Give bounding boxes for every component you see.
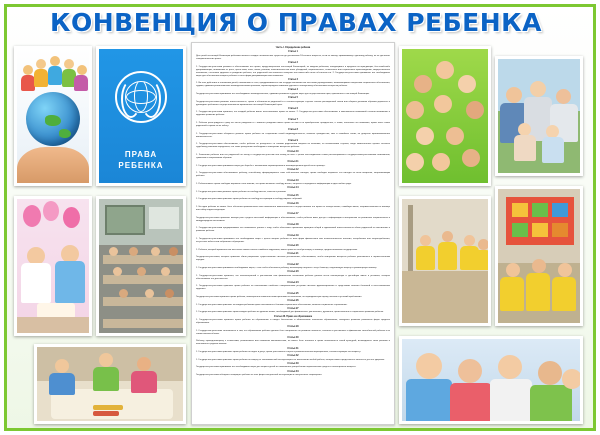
article-text: 1. Государства-участники принимают меры для борьбы с незаконным перемещением и невозвращением детей из-за границы.: [196, 164, 326, 167]
article-text: 1. Ребенок регистрируется сразу же после рождения и с момента рождения имеет право на имя и на приобретение гражданства, а также, насколько это возможно, право знать своих родителей и право на их заботу.: [196, 121, 390, 127]
article-text: 1. Государства-участники признают право ребенка на отдых и досуг, право участвовать в играх и развлекательных мероприятиях, соответствующих его возрасту.: [196, 351, 361, 354]
article-text: 1. Государства-участники обеспечивают ребенку, способному сформулировать свои собственные взгляды, право свободно выражать эти взгляды по всем вопросам, затрагивающим ребенка.: [196, 172, 390, 178]
page-title: КОНВЕНЦИЯ О ПРАВАХ РЕБЕНКА: [50, 8, 542, 37]
article-heading: Статья 31: [287, 347, 299, 350]
article-text: Государства-участники уважают ответственность, права и обязанности родителей и в соответствующих случаях членов расширенной семьи или общины должным образом управлять и руководить ребенком в осуществлении им признанных настоящей Конвенцией прав.: [196, 100, 390, 106]
article-text: 1. Государства-участники принимают необходимые меры, с тем чтобы обеспечить ребенку, желающему получить статус беженца, надлежащую защиту и гуманитарную помощь.: [196, 267, 377, 270]
article-heading: Статья 26: [287, 300, 299, 303]
article-text: Государства-участники обязуются защищать ребенка от всех форм сексуальной эксплуатации и сексуального совращения.: [196, 374, 323, 377]
article-text: 1. Государства-участники признают за каждым ребенком право пользоваться благами социального обеспечения, включая социальное страхование.: [196, 303, 348, 306]
unicef-emblem-card: [96, 46, 186, 186]
article-heading: Статья 5: [288, 97, 298, 100]
article-heading: Статья 10: [287, 150, 299, 153]
convention-articles: [196, 51, 390, 377]
article-heading: Статья 3: [288, 78, 298, 81]
article-heading: Статья 34: [287, 370, 299, 373]
photo-family-portrait-outdoors: [495, 56, 583, 176]
article-heading: Статья 15: [287, 194, 299, 197]
article-heading: Статья 6: [288, 107, 298, 110]
article-heading: Статья 29: [287, 326, 299, 329]
photo-kids-on-globe-in-hands: [14, 46, 92, 186]
article-heading: Статья 32: [287, 355, 299, 358]
article-text: Государства-участники принимают все необходимые меры для защиты детей от незаконного употребления наркотических средств и психотропных веществ.: [196, 366, 357, 369]
article-heading: Статья 4: [288, 89, 298, 92]
article-heading: Статья 30: [287, 336, 299, 339]
article-text: 1. Государства-участники принимают все необходимые меры с целью защиты ребенка от всех форм физического или психологического насилия, оскорбления или злоупотребления, отсутствия заботы или небрежного обращения.: [196, 238, 390, 244]
article-text: 1. Государства-участники уважают и обеспечивают все права, предусмотренные настоящей Конвенцией, за каждым ребенком, находящимся в пределах их юрисдикции, без какой-либо дискриминации, независимо от расы, цвета кожи, пола, языка, религии, политических или иных убеждений, национального, этнического или социального происхождения, имущественного положения, состояния здоровья и рождения ребенка, его родителей или законных опекунов или каких-либо иных обстоятельств. 2. Государства-участники принимают все необходимые меры для обеспечения защиты ребенка от всех форм дискриминации или наказания.: [196, 65, 390, 77]
article-heading: Статья 2: [288, 62, 298, 65]
article-text: Государства-участники признают право ребенка, помещенного компетентными органами на попечение, на периодическую оценку лечения и условий пребывания.: [196, 296, 362, 299]
article-text: 1. Государства-участники признают, что каждый ребенок имеет неотъемлемое право на жизнь. 2. Государства-участники обеспечивают в максимально возможной степени выживание и здоровое развитие ребенка.: [196, 111, 390, 117]
article-heading: Статья 21: [287, 252, 299, 255]
photo-children-in-gym-yellow-shirts: [399, 196, 491, 326]
article-text: 1. Ни один ребенок не может быть объектом произвольного или незаконного вмешательства в осуществление его права на личную жизнь, семейную жизнь, неприкосновенность жилища или тайну корреспонденции.: [196, 206, 390, 212]
article-heading: Статья 18: [287, 223, 299, 226]
photo-children-craft-activity: [495, 186, 583, 326]
article-text: Государства-участники признают важную роль средств массовой информации и обеспечивают, чтобы ребенок имел доступ к информации и материалам из различных национальных и международных источников.: [196, 216, 390, 222]
convention-part-heading: Часть I. Определение ребенка: [275, 47, 311, 50]
emblem-card-label: ПРАВА РЕБЕНКА: [118, 150, 164, 170]
article-text: 1. Государства-участники признают право ребенка на образование и вводят бесплатное и обязательное начальное образование, поощряют развитие различных форм среднего образования.: [196, 319, 390, 325]
article-text: 1. Государства-участники соглашаются в том, что образование ребенка должно быть направлено на развитие личности, талантов и умственных и физических способностей ребенка в их самом полном объеме.: [196, 329, 390, 335]
article-heading: Статья 33: [287, 362, 299, 365]
article-heading: Статья 20: [287, 245, 299, 248]
article-text: 1. Государства-участники признают, что неполноценный в умственном или физическом отношении ребенок должен вести полноценную и достойную жизнь в условиях, которые обеспечивают его достоинство.: [196, 274, 390, 280]
convention-text-column: [191, 42, 395, 425]
article-text: 1. Заявления ребенка или его родителей на въезд в государство-участник или выезд из него с целью воссоединения семьи рассматриваются государствами-участниками позитивным, гуманным и оперативным образом.: [196, 154, 390, 159]
article-text: 1. Государства-участники признают право каждого ребенка на уровень жизни, необходимый для физического, умственного, духовного, нравственного и социального развития ребенка.: [196, 311, 384, 314]
article-heading: Статья 28. Право на образование: [273, 315, 313, 318]
article-heading: Статья 8: [288, 129, 298, 132]
article-heading: Статья 9: [288, 139, 298, 142]
article-text: Государства-участники принимают все необходимые законодательные, административные и другие меры для осуществления прав, признанных в настоящей Конвенции.: [196, 92, 370, 95]
article-heading: Статья 13: [287, 179, 299, 182]
article-text: Для целей настоящей Конвенции ребенком является каждое человеческое существо до достижения 18-летнего возраста, если по закону, применимому к данному ребенку, он не достигает совершеннолетия ранее.: [196, 54, 390, 60]
article-heading: Статья 27: [287, 307, 299, 310]
photo-children-circle-top-view: [399, 46, 491, 186]
article-heading: Статья 25: [287, 292, 299, 295]
article-text: Государства-участники, которые признают и/или разрешают существование системы усыновления, обеспечивают, чтобы наилучшие интересы ребенка учитывались в первостепенном порядке.: [196, 256, 390, 262]
article-heading: Статья 11: [287, 161, 299, 164]
photo-children-drawing-at-table: [34, 344, 186, 424]
photo-classroom-pupils-at-desks: [96, 196, 186, 336]
article-heading: Статья 7: [288, 118, 298, 121]
article-heading: Статья 16: [287, 202, 299, 205]
article-heading: Статья 1: [288, 51, 298, 54]
article-heading: Статья 17: [287, 213, 299, 216]
photo-group-of-smiling-children: [399, 336, 583, 424]
article-text: 1. Ребенок, который временно или постоянно лишен своего семейного окружения, имеет право на особую защиту и помощь, предоставляемые государством.: [196, 248, 358, 251]
article-heading: Статья 14: [287, 187, 299, 190]
article-text: 1. Государства-участники обеспечивают, чтобы ребенок не разлучался со своими родителями вопреки их желанию, за исключением случаев, когда компетентные органы согласно судебному решению определяют, что такое разлучение необходимо в наилучших интересах ребенка.: [196, 143, 390, 149]
article-heading: Статья 22: [287, 263, 299, 266]
article-text: 1. Ребенок имеет право свободно выражать свое мнение; это право включает свободу искать, получать и передавать информацию и идеи любого рода.: [196, 183, 352, 186]
article-text: 1. Государства-участники обязуются уважать право ребенка на сохранение своей индивидуальности, включая гражданство, имя и семейные связи, не допуская противозаконного вмешательства.: [196, 132, 390, 138]
article-text: 1. Во всех действиях в отношении детей, независимо от того, предпринимаются они государственными или частными учреждениями, занимающимися вопросами социального обеспечения, судами, административными или законодательными органами, первоочередное внимание уделяется наилучшему обеспечению интересов ребенка.: [196, 82, 390, 88]
article-text: 1. Государства-участники предпринимают все возможные усилия к тому, чтобы обеспечить признание принципа общей и одинаковой ответственности обоих родителей за воспитание и развитие ребенка.: [196, 227, 390, 233]
article-heading: Статья 19: [287, 234, 299, 237]
article-heading: Статья 12: [287, 168, 299, 171]
article-text: 1. Государства-участники признают право ребенка на пользование наиболее совершенными услугами системы здравоохранения и средствами лечения болезней и восстановления здоровья.: [196, 285, 390, 291]
photo-girls-with-balloons-cake: [14, 196, 92, 336]
article-heading: Статья 23: [287, 271, 299, 274]
article-text: 1. Государства-участники признают право ребенка на свободу ассоциации и свободу мирных собраний.: [196, 198, 303, 201]
article-heading: Статья 24: [287, 281, 299, 284]
article-text: Ребенку, принадлежащему к этническим, религиозным или языковым меньшинствам, не может быть отказано в праве пользоваться своей культурой, исповедовать свою религию и пользоваться родным языком.: [196, 340, 390, 346]
unicef-globe-laurel-icon: [115, 71, 167, 123]
article-text: 1. Государства-участники признают право ребенка на защиту от экономической эксплуатации и от выполнения любой работы, которая может представлять опасность для его здоровья.: [196, 358, 385, 361]
article-text: 1. Государства-участники уважают право ребенка на свободу мысли, совести и религии.: [196, 190, 287, 193]
